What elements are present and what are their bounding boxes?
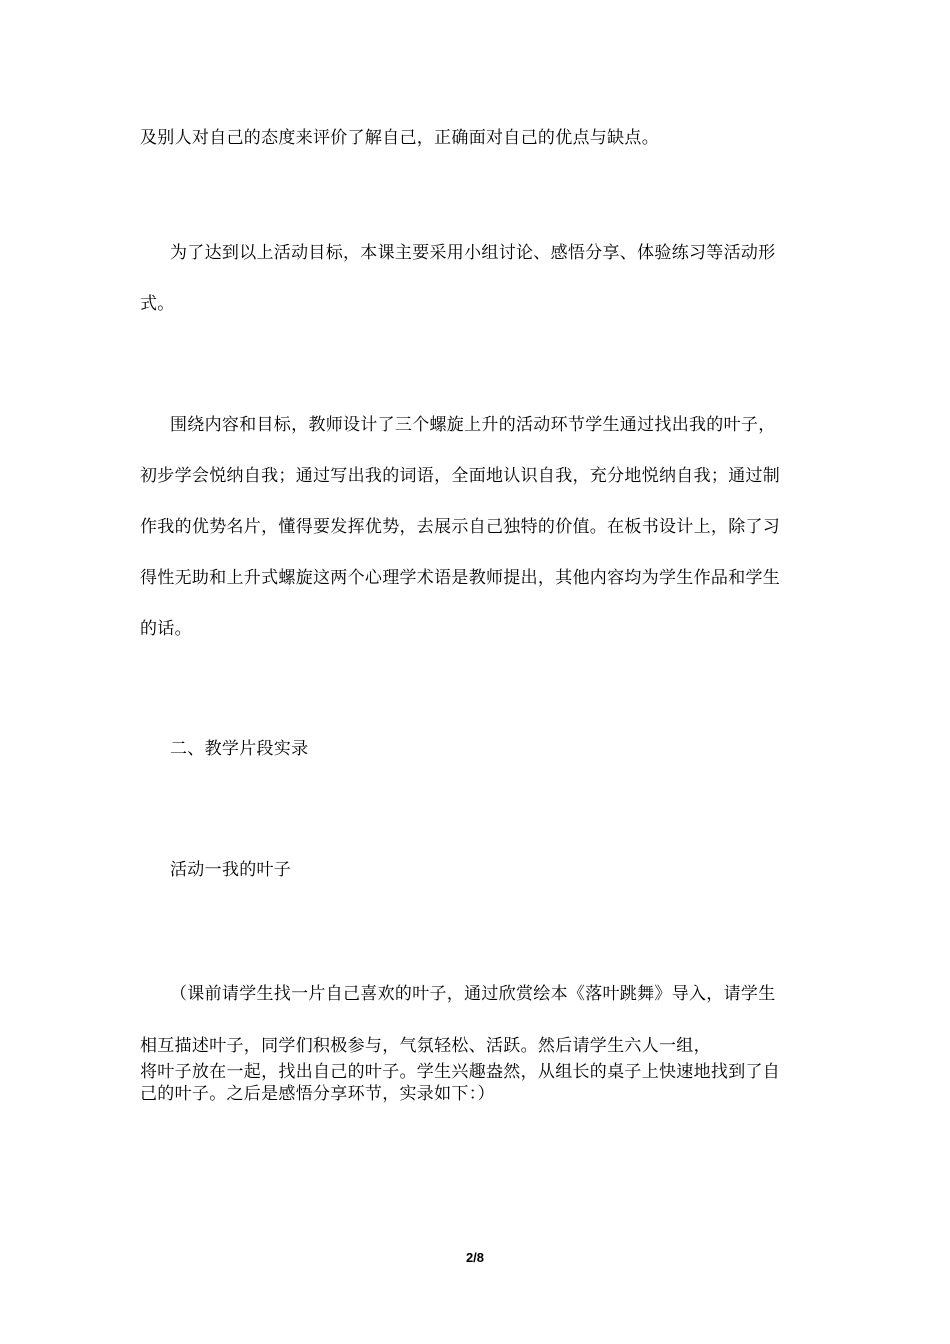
paragraph-3-line-3: 作我的优势名片，懂得要发挥优势，去展示自己独特的价值。在板书设计上，除了习 — [140, 517, 781, 537]
paragraph-2-line-2: 式。 — [140, 294, 175, 314]
paragraph-3-line-1: 围绕内容和目标，教师设计了三个螺旋上升的活动环节学生通过找出我的叶子， — [170, 415, 776, 435]
section-heading: 二、教学片段实录 — [170, 739, 309, 759]
paragraph-4-line-2: 相互描述叶子，同学们积极参与，气氛轻松、活跃。然后请学生六人一组， — [140, 1036, 711, 1056]
activity-heading: 活动一我的叶子 — [170, 860, 292, 880]
paragraph-1-line-1: 及别人对自己的态度来评价了解自己，正确面对自己的优点与缺点。 — [140, 128, 659, 148]
paragraph-4-line-4: 己的叶子。之后是感悟分享环节，实录如下：） — [140, 1084, 495, 1104]
paragraph-3-line-5: 的话。 — [140, 619, 192, 639]
paragraph-4-line-1: （课前请学生找一片自己喜欢的叶子，通过欣赏绘本《落叶跳舞》导入，请学生 — [170, 984, 776, 1004]
paragraph-3-line-4: 得性无助和上升式螺旋这两个心理学术语是教师提出，其他内容均为学生作品和学生 — [140, 568, 781, 588]
paragraph-3-line-2: 初步学会悦纳自我；通过写出我的词语，全面地认识自我，充分地悦纳自我；通过制 — [140, 466, 781, 486]
paragraph-2-line-1: 为了达到以上活动目标，本课主要采用小组讨论、感悟分享、体验练习等活动形 — [170, 243, 776, 263]
paragraph-4-line-3: 将叶子放在一起，找出自己的叶子。学生兴趣盎然，从组长的桌子上快速地找到了自 — [140, 1062, 781, 1082]
page-number: 2/8 — [465, 1250, 485, 1265]
